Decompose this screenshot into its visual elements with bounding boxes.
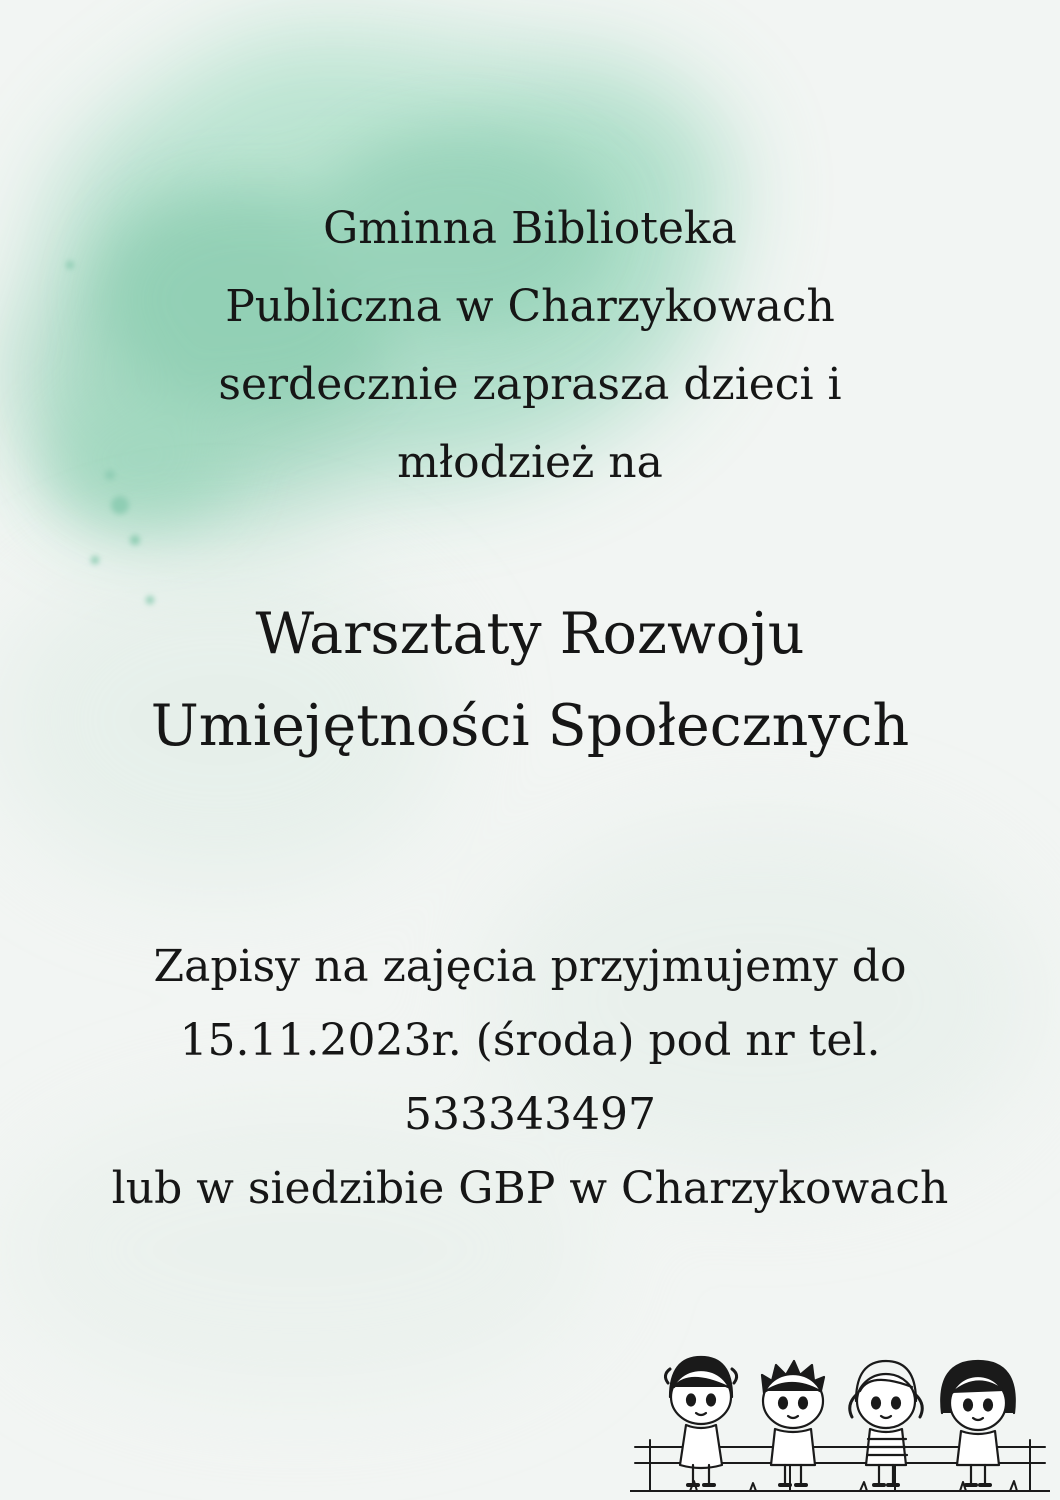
signup-line-2: 15.11.2023r. (środa) pod nr tel. — [179, 1015, 881, 1066]
children-illustration — [630, 1335, 1050, 1495]
child-girl-1-icon — [665, 1357, 736, 1485]
signup-line-1: Zapisy na zajęcia przyjmujemy do — [153, 941, 907, 992]
signup-info — [0, 930, 1060, 1226]
intro-text — [0, 190, 1060, 502]
phone-number: 533343497 — [404, 1089, 656, 1140]
child-girl-2-icon — [850, 1361, 923, 1485]
intro-line-1: Gminna Biblioteka — [323, 203, 737, 254]
child-girl-3-icon — [941, 1361, 1015, 1485]
intro-line-4: młodzież na — [397, 437, 663, 488]
title-line-2: Umiejętności Społecznych — [150, 693, 910, 759]
intro-line-3: serdecznie zaprasza dzieci i — [218, 359, 842, 410]
event-title — [0, 588, 1060, 772]
title-line-1: Warsztaty Rozwoju — [255, 601, 805, 667]
signup-line-4: lub w siedzibie GBP w Charzykowach — [111, 1163, 949, 1214]
child-boy-icon — [762, 1361, 824, 1485]
intro-line-2: Publiczna w Charzykowach — [225, 281, 835, 332]
